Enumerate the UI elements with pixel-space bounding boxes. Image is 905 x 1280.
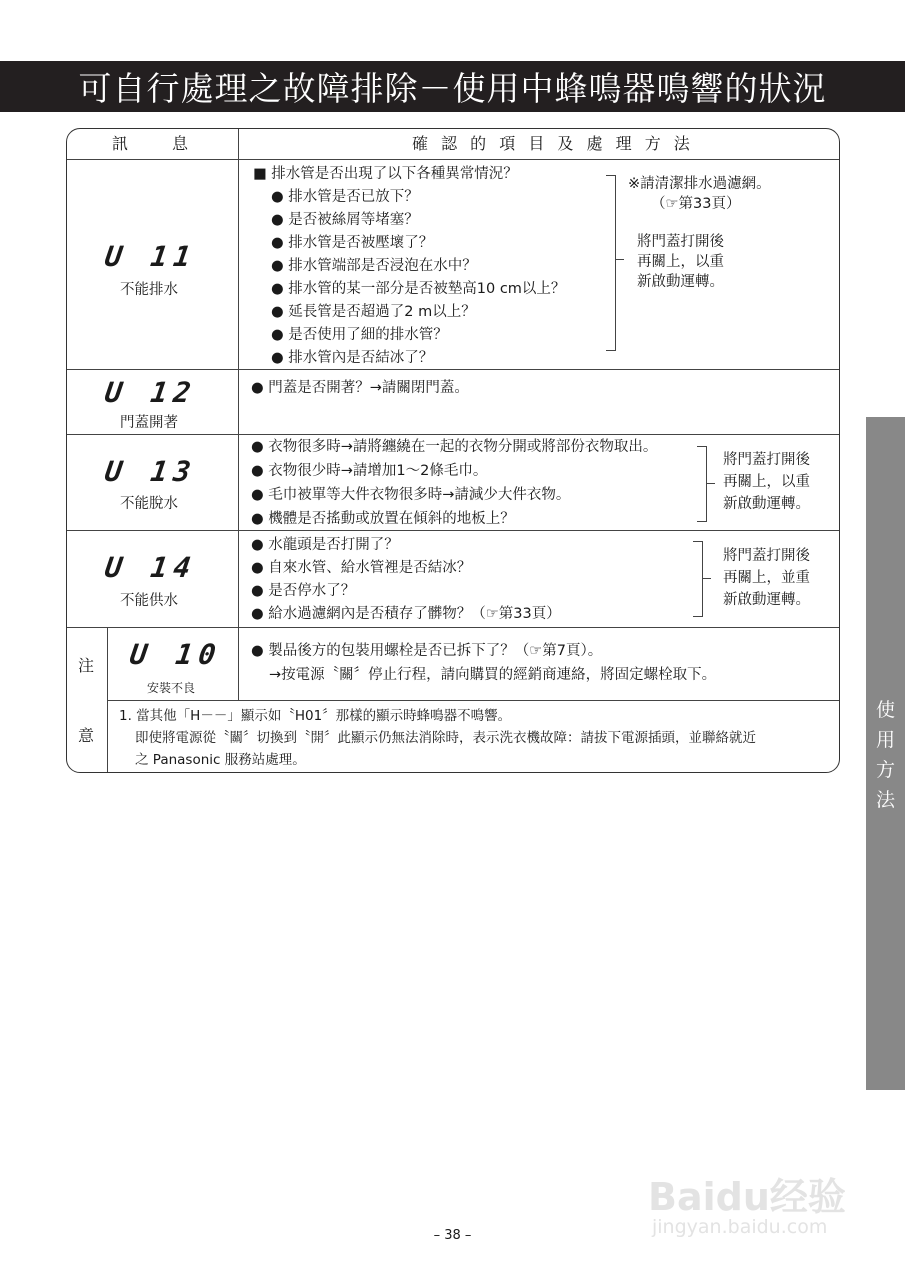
side-tab-char: 法 (875, 789, 895, 811)
header-method: 確 認 的 項 目 及 處 理 方 法 (412, 134, 694, 153)
list-item: →按電源〝關〞停止行程，請向購買的經銷商連絡，將固定螺栓取下。 (269, 667, 717, 683)
list-item: ● 自來水管、給水管裡是否結冰？ (251, 560, 472, 576)
list-item: ● 延長管是否超過了2 m以上？ (271, 304, 476, 320)
bracket-tick (707, 483, 715, 484)
list-item: ● 排水管的某一部分是否被墊高10 cm以上？ (271, 281, 566, 297)
error-code-u12: U 12 (102, 376, 199, 409)
list-item: ● 排水管內是否結冰了？ (271, 350, 434, 366)
note-line: 新啟動運轉。 (723, 592, 810, 608)
notice-char-2: 意 (78, 726, 95, 745)
note-line: 將門蓋打開後 (637, 234, 724, 250)
list-item: ● 水龍頭是否打開了？ (251, 537, 399, 553)
list-item: ● 機體是否搖動或放置在傾斜的地板上？ (251, 511, 515, 527)
bracket (693, 541, 703, 617)
note-line: （☞第33頁） (651, 196, 741, 212)
list-item: ● 排水管是否已放下？ (271, 189, 419, 205)
list-item: ● 是否停水了？ (251, 583, 356, 599)
side-tab-char: 方 (875, 759, 895, 781)
error-label-u10: 安裝不良 (147, 681, 196, 695)
note-line: ※請清潔排水過濾網。 (628, 176, 771, 192)
bracket-tick (703, 578, 711, 579)
list-item: ● 是否使用了細的排水管？ (271, 327, 448, 343)
header-message: 訊 息 (112, 134, 193, 153)
bracket (697, 446, 707, 522)
list-item: ● 製品後方的包裝用螺栓是否已拆下了？（☞第7頁）。 (251, 643, 603, 659)
error-code-u10: U 10 (127, 638, 224, 671)
error-label-u11: 不能排水 (120, 282, 178, 298)
page-title: 可自行處理之故障排除－使用中蜂鳴器鳴響的狀況 (0, 61, 905, 112)
section-side-tab (866, 417, 905, 1090)
error-code-u13: U 13 (102, 455, 199, 488)
list-item: ● 是否被絲屑等堵塞？ (271, 212, 419, 228)
note-line: 新啟動運轉。 (723, 496, 810, 512)
list-item: ■ 排水管是否出現了以下各種異常情況？ (253, 166, 518, 182)
note-line: 再關上，以重 (723, 474, 810, 490)
list-item: ● 給水過濾網內是否積存了髒物？（☞第33頁） (251, 606, 561, 622)
footnote-line: 1. 當其他「H－－」顯示如〝H01〞那樣的顯示時蜂鳴器不鳴響。 (119, 708, 512, 724)
troubleshooting-table (66, 128, 840, 773)
side-tab-char: 用 (875, 729, 895, 751)
note-line: 新啟動運轉。 (637, 274, 724, 290)
list-item: ● 衣物很少時→請增加1～2條毛巾。 (251, 463, 488, 479)
footnote-line: 之 Panasonic 服務站處理。 (135, 752, 306, 768)
error-label-u13: 不能脫水 (120, 496, 178, 512)
list-item: ● 毛巾被單等大件衣物很多時→請減少大件衣物。 (251, 487, 571, 503)
error-code-u11: U 11 (102, 240, 199, 273)
bracket-tick (616, 259, 624, 260)
note-line: 再關上，並重 (723, 570, 810, 586)
watermark-brand: Baidu经验 (648, 1175, 846, 1219)
error-code-u14: U 14 (102, 551, 199, 584)
list-item: ● 排水管端部是否浸泡在水中？ (271, 258, 477, 274)
list-item: ● 衣物很多時→請將纏繞在一起的衣物分開或將部份衣物取出。 (251, 439, 658, 455)
error-label-u14: 不能供水 (120, 593, 178, 609)
footnote-line: 即使將電源從〝關〞切換到〝開〞此顯示仍無法消除時，表示洗衣機故障：請拔下電源插頭，並聯絡就近 (135, 730, 756, 746)
bracket (606, 175, 616, 351)
page-number: – 38 – (433, 1228, 472, 1243)
list-item: ● 門蓋是否開著？→請關閉門蓋。 (251, 380, 469, 396)
side-tab-char: 使 (875, 699, 895, 721)
note-line: 將門蓋打開後 (723, 548, 810, 564)
notice-char-1: 注 (78, 656, 95, 675)
note-line: 再關上，以重 (637, 254, 724, 270)
watermark-url: jingyan.baidu.com (652, 1216, 828, 1238)
note-line: 將門蓋打開後 (723, 452, 810, 468)
error-label-u12: 門蓋開著 (120, 415, 178, 431)
list-item: ● 排水管是否被壓壞了？ (271, 235, 434, 251)
